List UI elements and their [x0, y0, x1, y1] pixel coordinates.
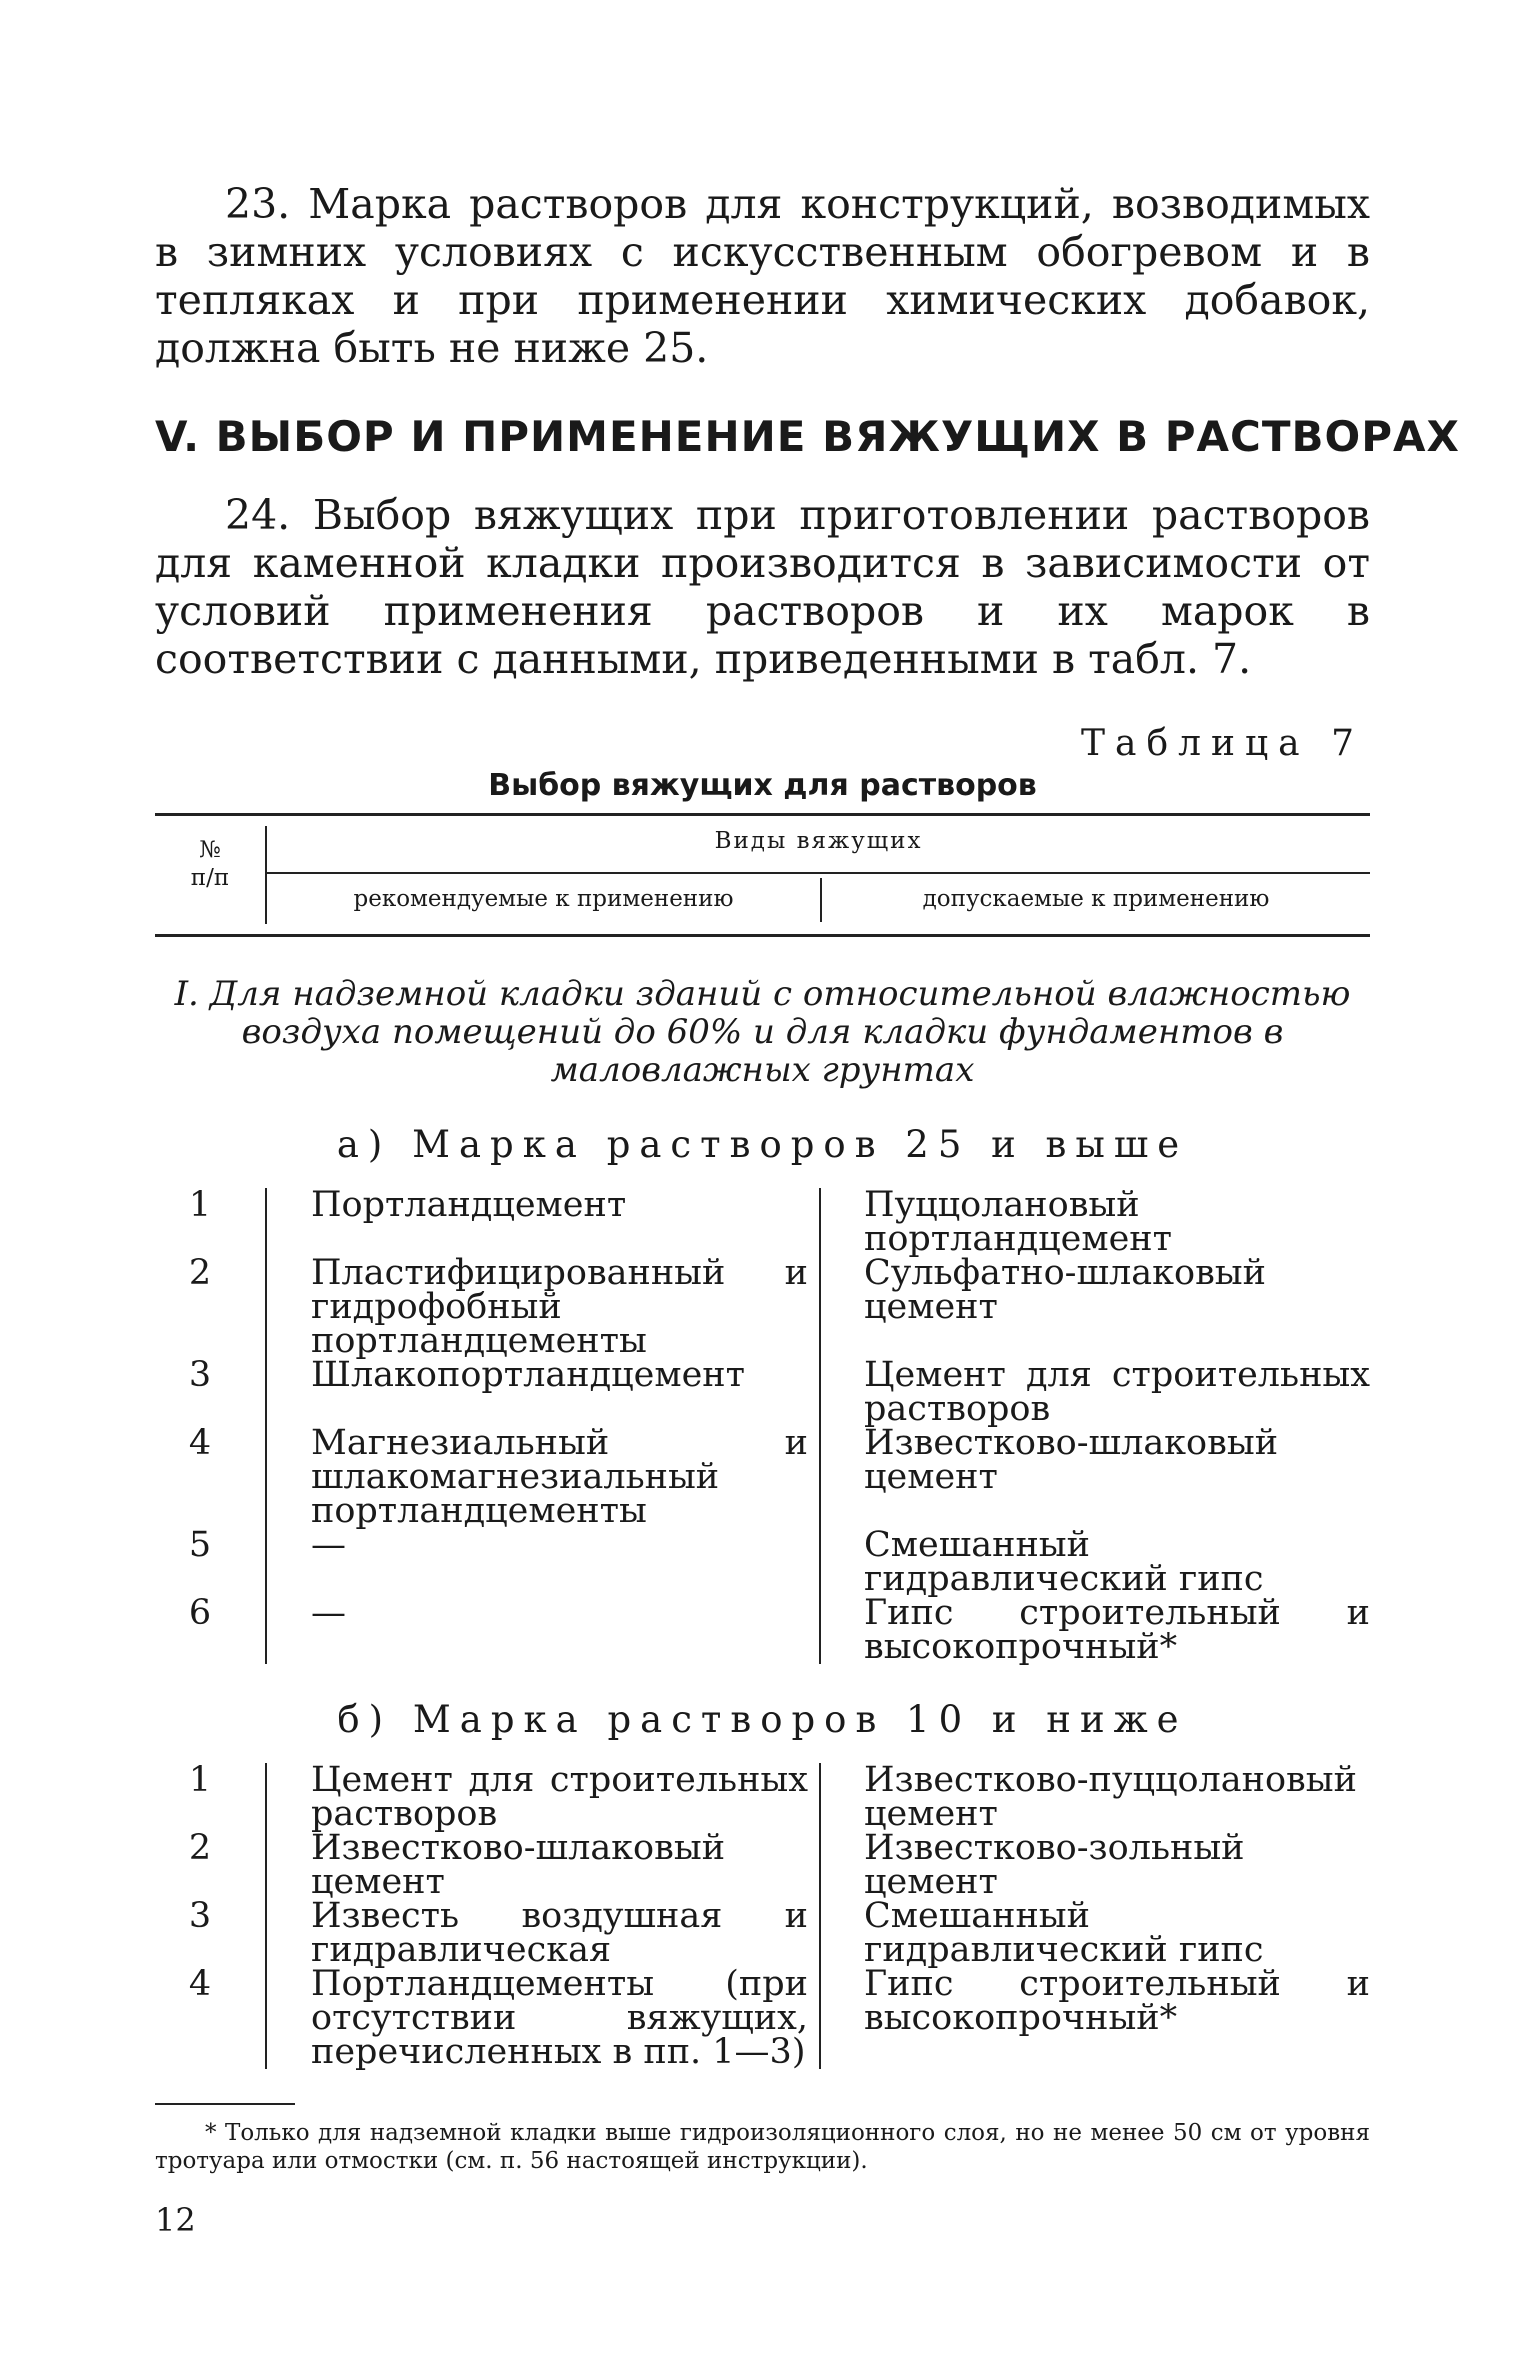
allowed-binder: Смешанный гидравлический гипс [864, 1525, 1264, 1599]
allowed-binder: Пуццолановый портландцемент [864, 1185, 1172, 1259]
allowed-binder: Смешанный гидравлический гипс [864, 1896, 1264, 1970]
table-row [155, 1253, 1370, 1361]
header-recommended: рекомендуемые к применению [353, 886, 734, 912]
allowed-binder: Известково-шлаковый цемент [864, 1423, 1279, 1497]
section-heading: V. ВЫБОР И ПРИМЕНЕНИЕ ВЯЖУЩИХ В РАСТВОРАХ [155, 412, 1460, 461]
recommended-binder: Магнезиальный и шлакомагнезиальный портландцементы [311, 1423, 808, 1531]
allowed-binder: Гипс строительный и высокопрочный* [864, 1593, 1370, 1667]
allowed-binder: Известково-пуццолановый цемент [864, 1760, 1357, 1834]
table-header [155, 813, 1370, 937]
row-number: 3 [188, 1896, 212, 1936]
table-row [155, 1828, 1370, 1902]
column-divider [819, 1763, 821, 2069]
table-row [155, 1760, 1370, 1834]
header-number-column [155, 816, 265, 934]
column-divider [265, 1188, 267, 1664]
recommended-binder: Известь воздушная и гидравлическая [311, 1896, 808, 1970]
table-row [155, 1593, 1370, 1667]
allowed-binder: Сульфатно-шлаковый цемент [864, 1253, 1266, 1327]
row-number: 2 [188, 1828, 212, 1868]
table-title: Выбор вяжущих для растворов [488, 768, 1037, 803]
footnote-rule [155, 2103, 295, 2105]
paragraph-23: 23. Марка растворов для конструкций, возводимых в зимних условиях с искусственным обогревом и в тепляках и при применении химических добавок, должна быть не ниже 25. [155, 180, 1370, 372]
row-number: 4 [188, 1964, 212, 2004]
column-divider [819, 1188, 821, 1664]
recommended-binder: Цемент для строительных растворов [311, 1760, 808, 1834]
table-number: Таблица 7 [1081, 723, 1364, 764]
recommended-binder: Портландцемент [311, 1185, 627, 1225]
table-row [155, 1185, 1370, 1259]
allowed-binder: Гипс строительный и высокопрочный* [864, 1964, 1370, 2038]
group-a-title: а) Марка растворов 25 и выше [336, 1123, 1189, 1166]
header-rule [267, 872, 1370, 874]
row-number: 3 [188, 1355, 212, 1395]
table-row [155, 1423, 1370, 1531]
row-number: 2 [188, 1253, 212, 1293]
table-row [155, 1525, 1370, 1599]
document-page [155, 180, 1460, 2239]
allowed-binder: Цемент для строительных растворов [864, 1355, 1370, 1429]
header-number-abbr: п/п [190, 865, 230, 891]
header-allowed: допускаемые к применению [922, 886, 1270, 912]
table-row [155, 1964, 1370, 2072]
recommended-binder: — [311, 1593, 346, 1633]
recommended-binder: Портландцементы (при отсутствии вяжущих, перечисленных в пп. 1—3) [311, 1964, 808, 2072]
row-number: 4 [188, 1423, 212, 1463]
recommended-binder: Пластифицированный и гидрофобный портландцементы [311, 1253, 808, 1361]
table-row [155, 1355, 1370, 1429]
group-b-rows [155, 1760, 1370, 2072]
header-number-sign: № [199, 837, 221, 863]
row-number: 6 [188, 1593, 212, 1633]
recommended-binder: Шлакопортландцемент [311, 1355, 745, 1395]
recommended-binder: Известково-шлаковый цемент [311, 1828, 726, 1902]
footnote: * Только для надземной кладки выше гидроизоляционного слоя, но не менее 50 см от уровня тротуара или отмостки (см. п. 56 настоящей инструкции). [155, 2120, 1370, 2174]
group-b-title: б) Марка растворов 10 и ниже [337, 1698, 1188, 1741]
recommended-binder: — [311, 1525, 346, 1565]
group-a-rows [155, 1185, 1370, 1667]
table-row [155, 1896, 1370, 1970]
paragraph-24: 24. Выбор вяжущих при приготовлении растворов для каменной кладки производится в зависимости от условий применения растворов и их марок в соответствии с данными, приведенными в табл. 7. [155, 491, 1370, 683]
allowed-binder: Известково-зольный цемент [864, 1828, 1245, 1902]
table-section-title: I. Для надземной кладки зданий с относительной влажностью воздуха помещений до 60% и для кладки фундаментов в маловлажных грунтах [174, 974, 1351, 1090]
row-number: 1 [188, 1760, 212, 1800]
page-number: 12 [155, 2201, 196, 2239]
column-divider [265, 1763, 267, 2069]
header-binder-kinds: Виды вяжущих [714, 828, 923, 854]
row-number: 5 [188, 1525, 212, 1565]
row-number: 1 [188, 1185, 212, 1225]
